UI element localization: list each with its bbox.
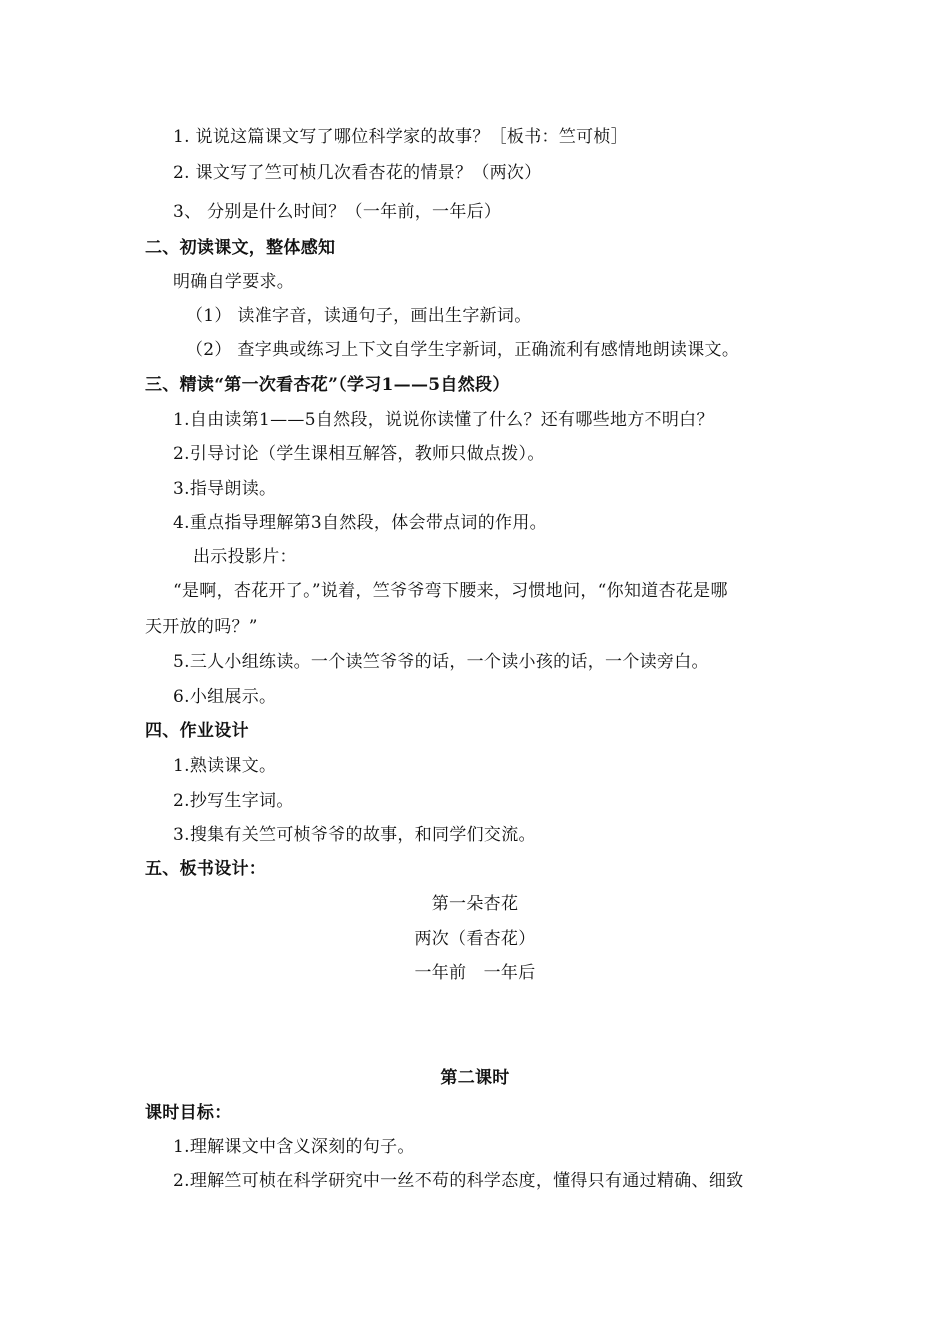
lesson-goal-2: 2.理解竺可桢在科学研究中一丝不苟的科学态度，懂得只有通过精确、细致 [173,1171,744,1191]
section-heading-4: 四、作业设计 [145,721,249,741]
reading-step-1: 1.自由读第1——5自然段，说说你读懂了什么？还有哪些地方不明白？ [173,410,714,430]
homework-3: 3.搜集有关竺可桢爷爷的故事，和同学们交流。 [173,825,536,845]
reading-step-4: 4.重点指导理解第3自然段，体会带点词的作用。 [173,513,547,533]
board-line-2: 两次（看杏花） [414,929,536,949]
lesson-goals-heading: 课时目标： [145,1103,232,1123]
homework-2: 2.抄写生字词。 [173,791,294,811]
quote-line-2: 天开放的吗？” [145,617,258,637]
question-2: 2. 课文写了竺可桢几次看杏花的情景？（两次） [173,163,542,183]
requirement-2: （2） 查字典或练习上下文自学生字新词，正确流利有感情地朗读课文。 [186,340,740,360]
requirement-1: （1） 读准字音，读通句子，画出生字新词。 [186,306,532,326]
section-heading-3: 三、精读“第一次看杏花”（学习1——5自然段） [145,375,510,395]
reading-step-5: 5.三人小组练读。一个读竺爷爷的话，一个读小孩的话，一个读旁白。 [173,652,709,672]
quote-line-1: “是啊，杏花开了。”说着，竺爷爷弯下腰来，习惯地问，“你知道杏花是哪 [173,581,728,601]
board-line-3: 一年前 一年后 [414,963,536,983]
slide-label: 出示投影片： [193,547,297,567]
lesson-title: 第二课时 [440,1068,510,1088]
requirements-intro: 明确自学要求。 [173,272,295,292]
lesson-goal-1: 1.理解课文中含义深刻的句子。 [173,1137,415,1157]
question-3: 3、 分别是什么时间？（一年前，一年后） [173,202,502,222]
reading-step-3: 3.指导朗读。 [173,479,277,499]
reading-step-2: 2.引导讨论（学生课相互解答，教师只做点拨）。 [173,444,545,464]
reading-step-6: 6.小组展示。 [173,687,277,707]
question-1: 1. 说说这篇课文写了哪位科学家的故事？［板书：竺可桢］ [173,127,629,147]
homework-1: 1.熟读课文。 [173,756,277,776]
board-title: 第一朵杏花 [431,894,519,914]
section-heading-2: 二、初读课文，整体感知 [145,238,336,258]
section-heading-5: 五、板书设计： [145,859,267,879]
